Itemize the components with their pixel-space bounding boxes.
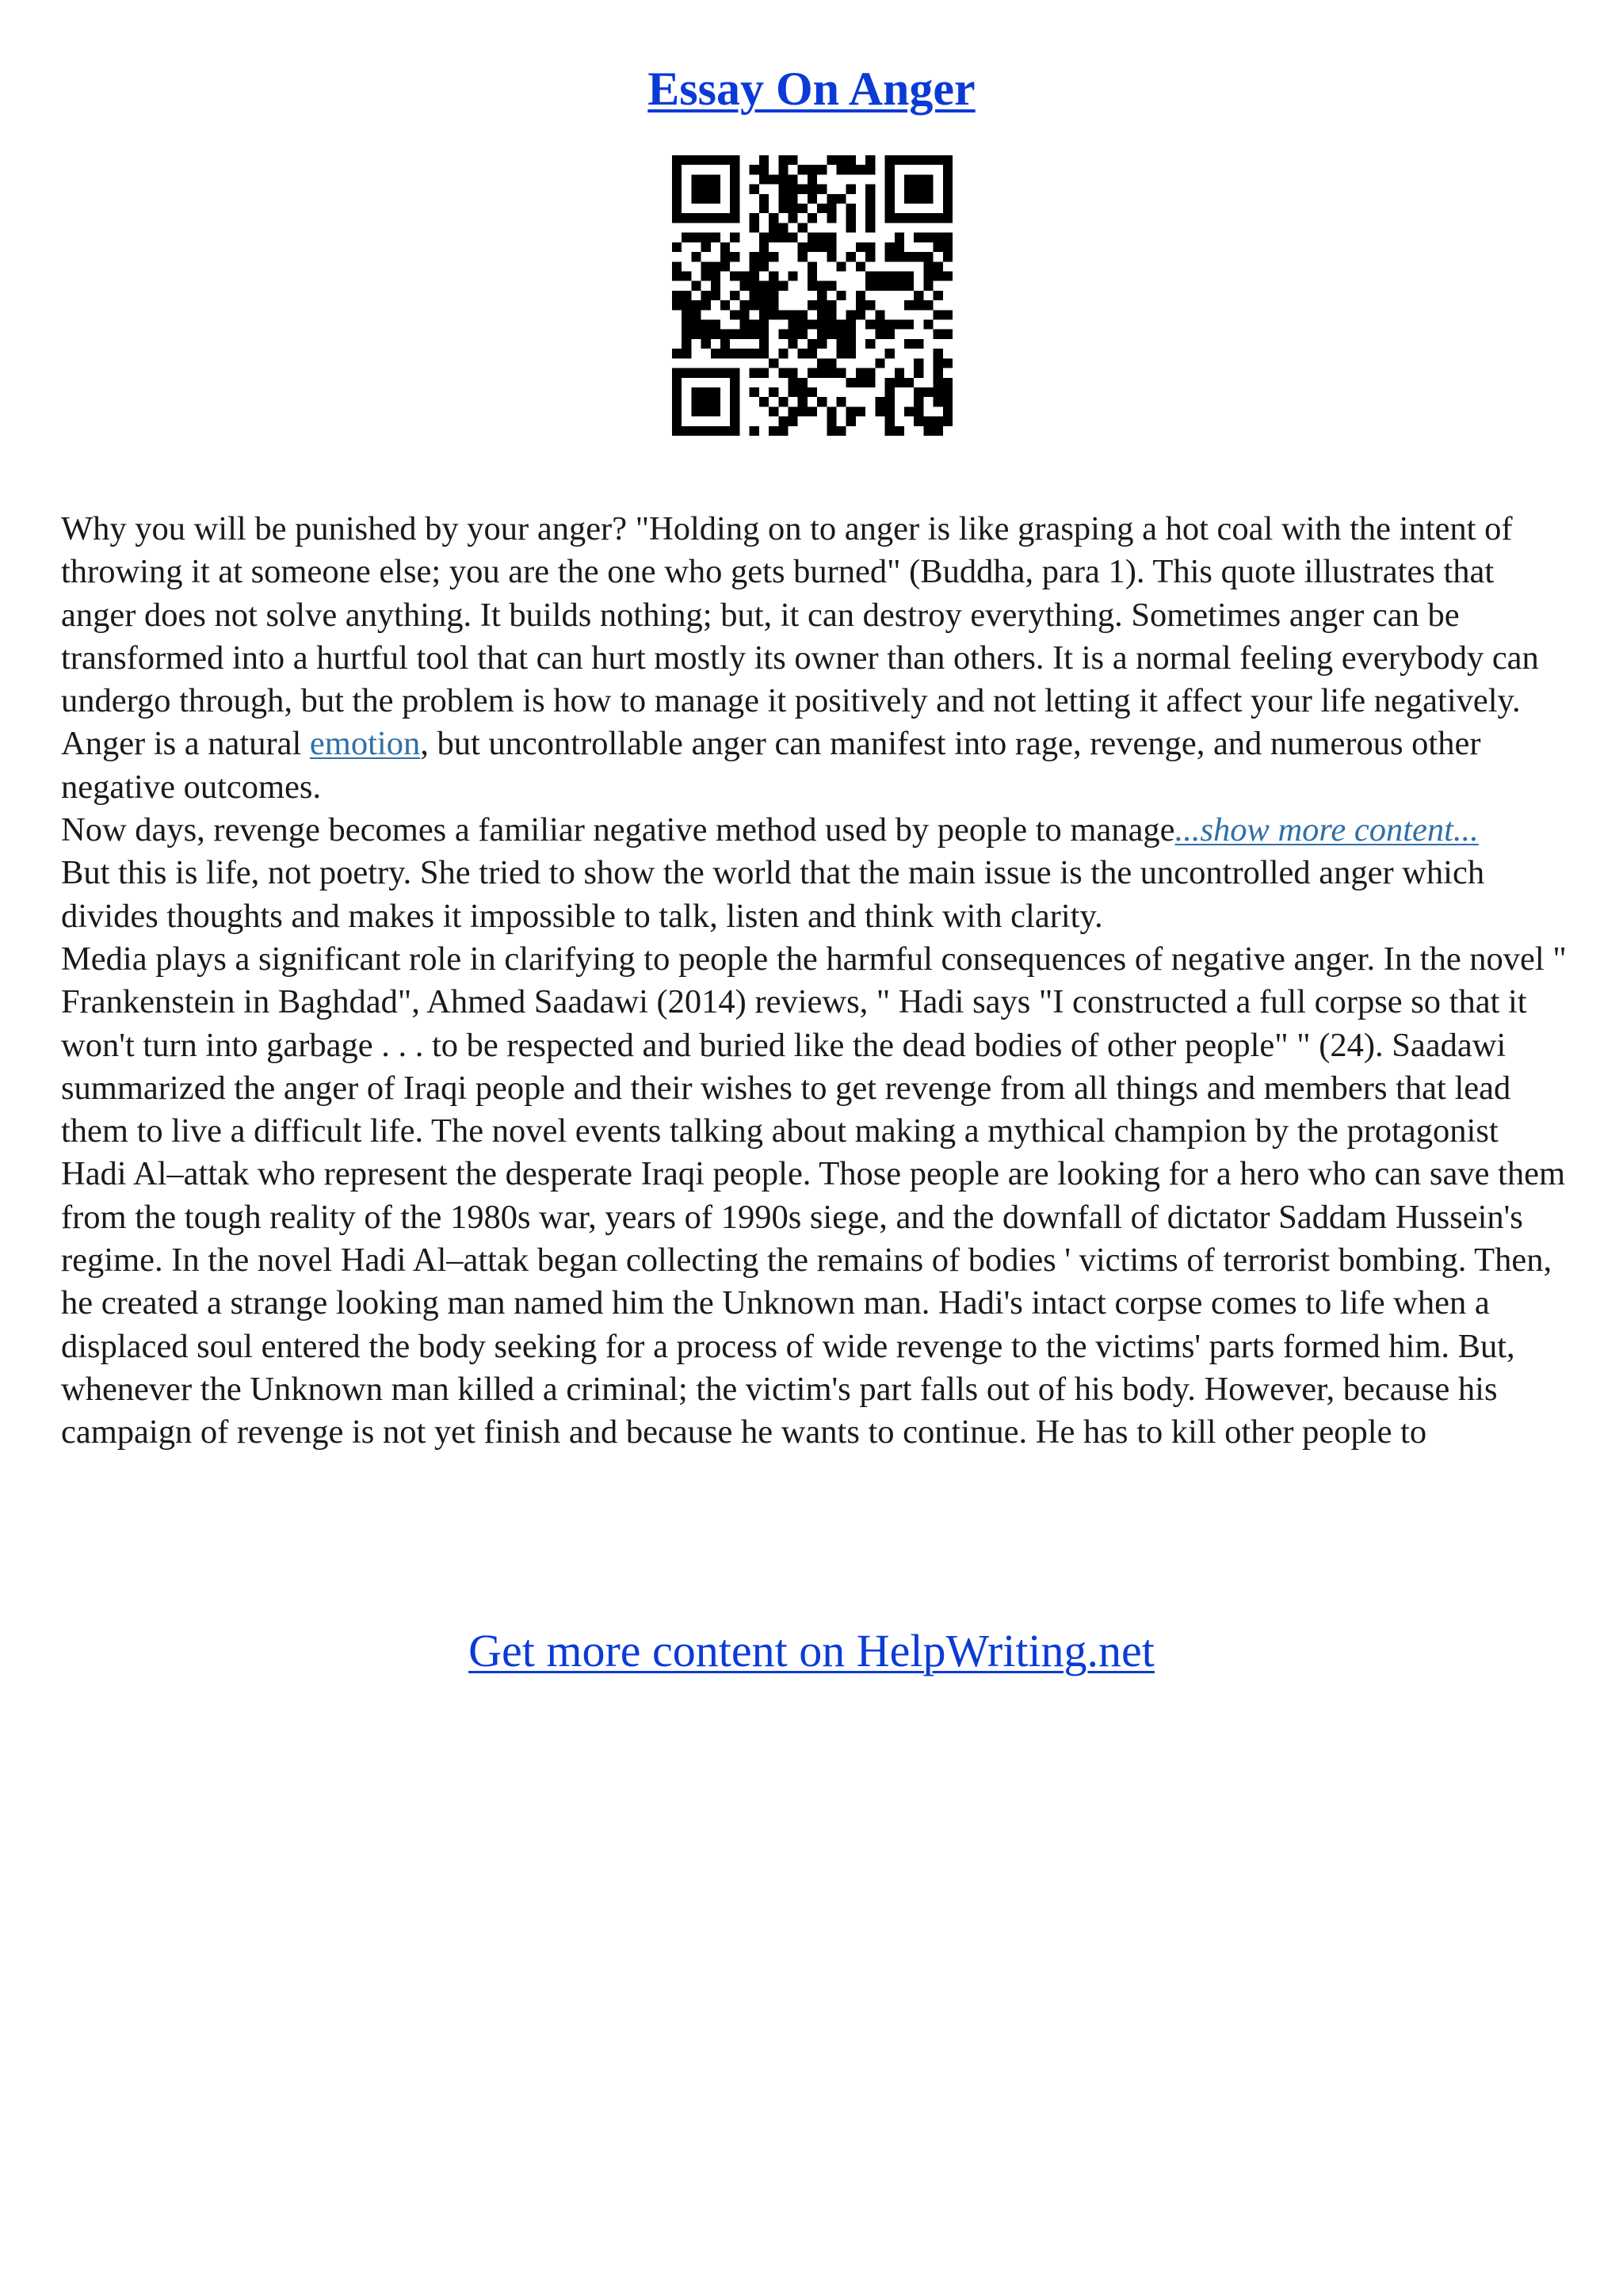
footer-link[interactable]: Get more content on HelpWriting.net — [468, 1625, 1155, 1676]
show-more-link[interactable]: ...show more content... — [1174, 811, 1479, 849]
footer — [0, 1621, 1623, 1681]
paragraph-1-text: Why you will be punished by your anger? "Holding on to anger is like grasping a hot coal with the intent of throwing it at someone else; you are the one who gets burned" (Buddha, para 1). This quote illustrates that anger does not solve anything. It builds nothing; but, it can destroy everything. Sometimes anger can be transformed into a hurtful tool that can hurt mostly its owner than others. It is a normal feeling everybody can undergo through, but the problem is how to manage it positively and not letting it affect your life negatively. Anger is a natural — [61, 510, 1539, 763]
paragraph-4: Media plays a significant role in clarifying to people the harmful consequences of negative anger. In the novel " Frankenstein in Baghdad", Ahmed Saadawi (2014) reviews, " Hadi says "I constructed a full corpse so that it won't turn into garbage . . . to be respected and buried like the dead bodies of other people" " (24). Saadawi summarized the anger of Iraqi people and their wishes to get revenge from all things and members that lead them to live a difficult life. The novel events talking about making a mythical champion by the protagonist Hadi Al–attak who represent the desperate Iraqi people. Those people are looking for a hero who can save them from the tough reality of the 1980s war, years of 1990s siege, and the downfall of dictator Saddam Hussein's regime. In the novel Hadi Al–attak began collecting the remains of bodies ' victims of terrorist bombing. Then, he created a strange looking man named him the Unknown man. Hadi's intact corpse comes to life when a displaced soul entered the body seeking for a process of wide revenge to the victims' parts formed him. But, whenever the Unknown man killed a criminal; the victim's part falls out of his body. However, because his campaign of revenge is not yet finish and because he wants to continue. He has to kill other people to — [61, 940, 1567, 1451]
paragraph-3: But this is life, not poetry. She tried to show the world that the main issue is the uncontrolled anger which divides thoughts and makes it impossible to talk, listen and think with clarity. — [61, 854, 1485, 935]
paragraph-2-text: Now days, revenge becomes a familiar negative method used by people to manage — [61, 811, 1175, 849]
paragraph-1 — [61, 508, 1567, 809]
document-title — [0, 57, 1623, 120]
emotion-link[interactable]: emotion — [309, 725, 421, 763]
paragraph-1-text-continued: , but uncontrollable anger can manifest into rage, revenge, and numerous other negative outcomes. — [61, 725, 1481, 806]
essay-body — [61, 508, 1567, 1455]
title-link[interactable]: Essay On Anger — [647, 63, 976, 115]
paragraph-2 — [61, 809, 1567, 852]
qr-code-icon — [672, 155, 953, 436]
